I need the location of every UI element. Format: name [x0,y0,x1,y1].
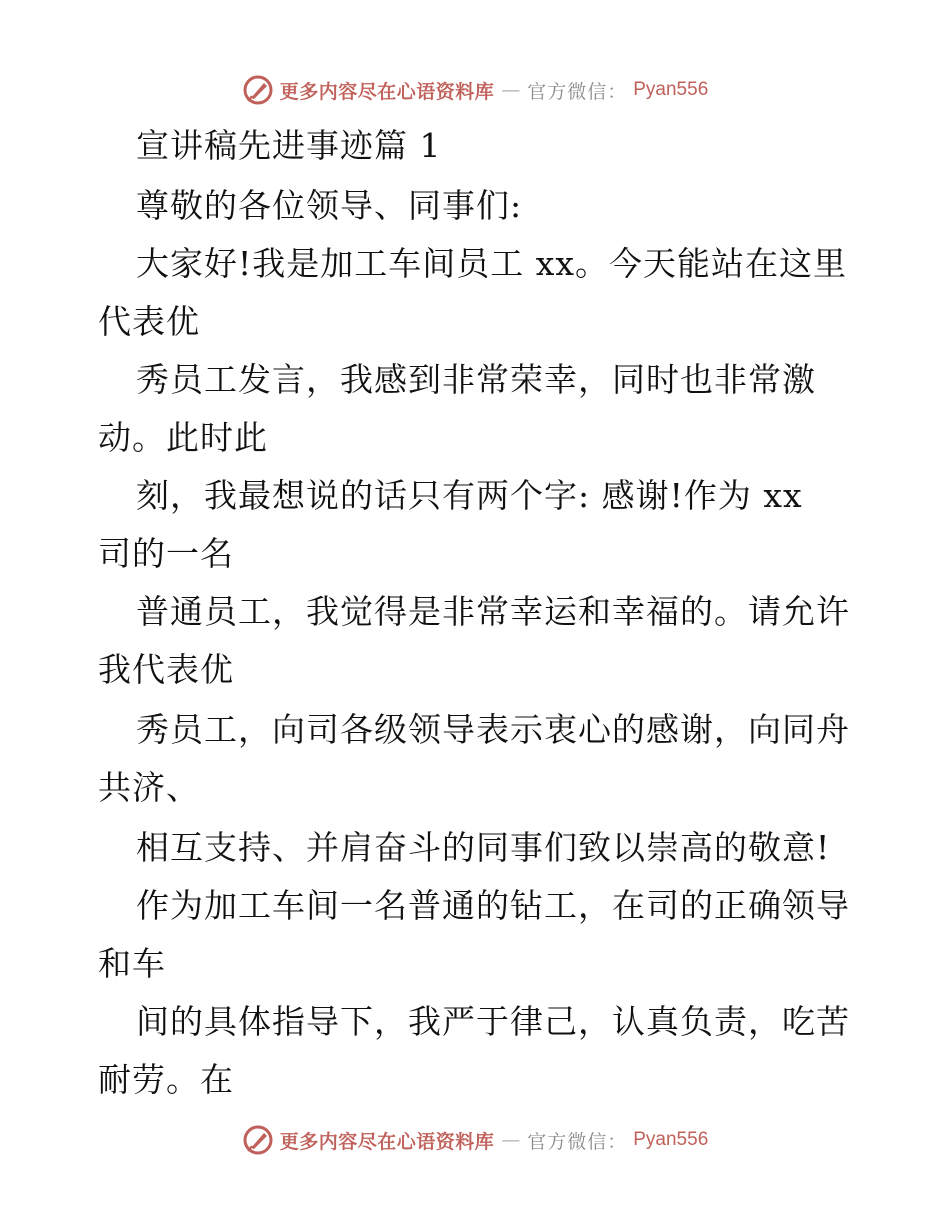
doc-line: 动。此时此 [98,418,268,457]
watermark-wechat-label: 官方微信： [527,80,628,103]
doc-line: 普通员工，我觉得是非常幸运和幸福的。请允许 [136,592,850,631]
doc-line: 刻，我最想说的话只有两个字: 感谢!作为 xx [136,476,803,515]
watermark-site-text: 更多内容尽在心语资料库 [279,80,495,103]
doc-line: 秀员工，向司各级领导表示衷心的感谢，向同舟 [136,710,850,749]
doc-line: 秀员工发言，我感到非常荣幸，同时也非常激 [136,360,816,399]
watermark-wechat-id: Pyan556 [633,1129,709,1150]
doc-line: 大家好!我是加工车间员工 xx。今天能站在这里 [136,244,847,283]
footer-watermark [0,1120,950,1160]
watermark-wechat-label: 官方微信： [527,1130,628,1153]
watermark-site-text: 更多内容尽在心语资料库 [279,1130,495,1153]
watermark-wechat-id: Pyan556 [633,79,709,100]
doc-line: 和车 [98,944,166,983]
doc-title: 宣讲稿先进事迹篇 1 [136,126,442,165]
doc-line: 共济、 [98,768,200,807]
watermark-dash: — [501,1129,521,1151]
doc-line: 作为加工车间一名普通的钻工，在司的正确领导 [136,886,850,925]
doc-line: 司的一名 [98,534,234,573]
doc-line: 代表优 [98,302,200,341]
doc-line: 尊敬的各位领导、同事们: [136,186,523,225]
doc-line: 相互支持、并肩奋斗的同事们致以崇高的敬意! [136,828,831,867]
watermark-dash: — [501,79,521,101]
doc-line: 耐劳。在 [98,1060,234,1099]
quill-circle-logo-icon [242,1124,274,1156]
doc-line: 间的具体指导下，我严于律己，认真负责，吃苦 [136,1002,850,1041]
doc-line: 我代表优 [98,650,234,689]
